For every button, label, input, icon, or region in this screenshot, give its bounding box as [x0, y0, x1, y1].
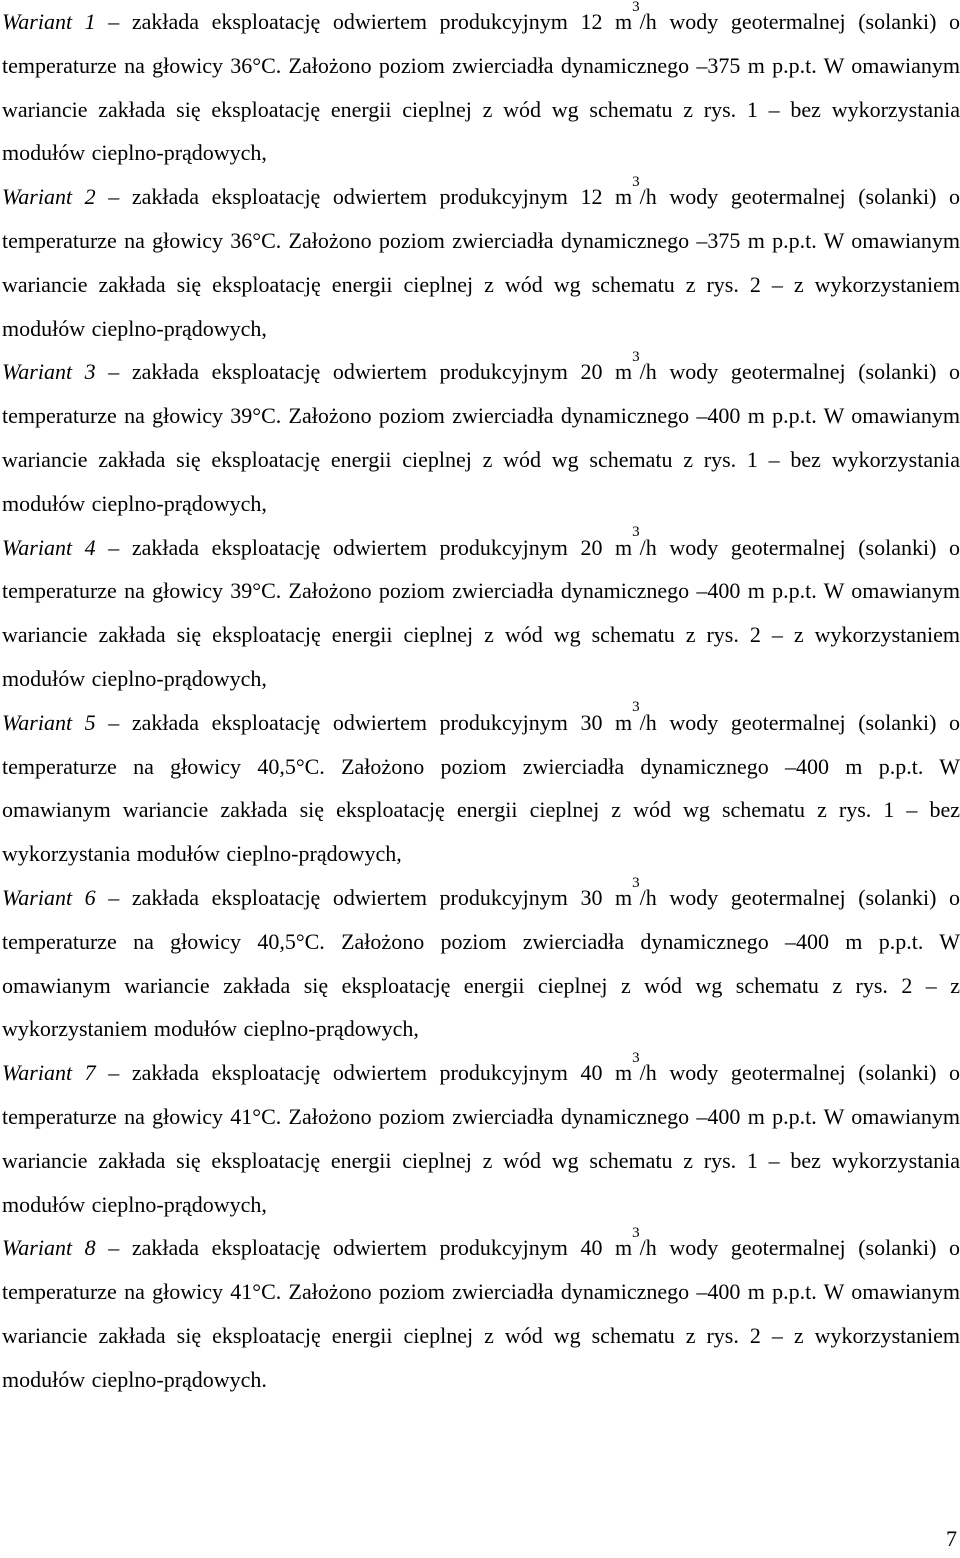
variant-2-title: Wariant 2: [2, 184, 96, 210]
variant-8-title: Wariant 8: [2, 1235, 96, 1261]
variant-4-text-end: /h wody geotermalnej (solanki) o temperaturze na głowicy 39°C. Założono poziom zwierciadła dynamicznego –400 m p.p.t. W omawianym wariancie zakłada się eksploatację energii cieplnej z wód wg schematu z rys. 2 – z wykorzystaniem modułów cieplno-prądowych,: [2, 534, 960, 691]
page-number: 7: [946, 1526, 957, 1551]
variant-7-paragraph: [2, 1051, 960, 1226]
variant-4-superscript: 3: [632, 524, 640, 541]
variant-6-text-end: /h wody geotermalnej (solanki) o temperaturze na głowicy 40,5°C. Założono poziom zwierciadła dynamicznego –400 m p.p.t. W omawianym wariancie zakłada się eksploatację energii cieplnej z wód wg schematu z rys. 2 – z wykorzystaniem modułów cieplno-prądowych,: [2, 884, 960, 1042]
variant-1-title: Wariant 1: [2, 9, 96, 34]
variant-8-superscript: 3: [632, 1224, 640, 1241]
variant-7-text-end: /h wody geotermalnej (solanki) o temperaturze na głowicy 41°C. Założono poziom zwierciadła dynamicznego –400 m p.p.t. W omawianym wariancie zakłada się eksploatację energii cieplnej z wód wg schematu z rys. 1 – bez wykorzystania modułów cieplno-prądowych,: [2, 1060, 960, 1217]
variant-5-text-end: /h wody geotermalnej (solanki) o temperaturze na głowicy 40,5°C. Założono poziom zwierciadła dynamicznego –400 m p.p.t. W omawianym wariancie zakłada się eksploatację energii cieplnej z wód wg schematu z rys. 1 – bez wykorzystania modułów cieplno-prądowych,: [2, 709, 960, 867]
variant-1-superscript: 3: [632, 0, 640, 15]
variant-8-paragraph: [2, 1226, 960, 1401]
variant-3-paragraph: [2, 350, 960, 525]
variant-6-paragraph: [2, 876, 960, 1051]
variant-6-title: Wariant 6: [2, 884, 96, 910]
variant-3-title: Wariant 3: [2, 359, 96, 385]
variant-8-text-start: – zakłada eksploatację odwiertem produkcyjnym 40 m: [95, 1235, 633, 1261]
variant-6-text-start: – zakłada eksploatację odwiertem produkcyjnym 30 m: [95, 884, 633, 910]
variant-5-superscript: 3: [632, 699, 640, 716]
variant-4-title: Wariant 4: [2, 534, 96, 560]
variant-8-text-end: /h wody geotermalnej (solanki) o temperaturze na głowicy 41°C. Założono poziom zwierciadła dynamicznego –400 m p.p.t. W omawianym wariancie zakłada się eksploatację energii cieplnej z wód wg schematu z rys. 2 – z wykorzystaniem modułów cieplno-prądowych.: [2, 1235, 960, 1392]
variant-4-paragraph: [2, 526, 960, 701]
variant-2-text-end: /h wody geotermalnej (solanki) o temperaturze na głowicy 36°C. Założono poziom zwierciadła dynamicznego –375 m p.p.t. W omawianym wariancie zakłada się eksploatację energii cieplnej z wód wg schematu z rys. 2 – z wykorzystaniem modułów cieplno-prądowych,: [2, 184, 960, 341]
variant-1-text-end: /h wody geotermalnej (solanki) o temperaturze na głowicy 36°C. Założono poziom zwierciadła dynamicznego –375 m p.p.t. W omawianym wariancie zakłada się eksploatację energii cieplnej z wód wg schematu z rys. 1 – bez wykorzystania modułów cieplno-prądowych,: [2, 9, 960, 166]
variant-4-text-start: – zakłada eksploatację odwiertem produkcyjnym 20 m: [95, 534, 633, 560]
variant-5-text-start: – zakłada eksploatację odwiertem produkcyjnym 30 m: [95, 709, 633, 735]
variant-7-text-start: – zakłada eksploatację odwiertem produkcyjnym 40 m: [95, 1060, 633, 1086]
variant-5-paragraph: [2, 701, 960, 876]
document-page: [2, 0, 960, 1402]
variant-7-title: Wariant 7: [2, 1060, 96, 1086]
variant-7-superscript: 3: [632, 1049, 640, 1066]
variant-3-text-start: – zakłada eksploatację odwiertem produkcyjnym 20 m: [95, 359, 633, 385]
variant-5-title: Wariant 5: [2, 709, 96, 735]
variant-1-text-start: – zakłada eksploatację odwiertem produkcyjnym 12 m: [95, 9, 633, 34]
variant-2-paragraph: [2, 175, 960, 350]
variant-2-text-start: – zakłada eksploatację odwiertem produkcyjnym 12 m: [95, 184, 633, 210]
variant-2-superscript: 3: [632, 173, 640, 190]
variant-3-superscript: 3: [632, 349, 640, 366]
variant-3-text-end: /h wody geotermalnej (solanki) o temperaturze na głowicy 39°C. Założono poziom zwierciadła dynamicznego –400 m p.p.t. W omawianym wariancie zakłada się eksploatację energii cieplnej z wód wg schematu z rys. 1 – bez wykorzystania modułów cieplno-prądowych,: [2, 359, 960, 516]
variant-6-superscript: 3: [632, 874, 640, 891]
variant-1-paragraph: [2, 0, 960, 175]
